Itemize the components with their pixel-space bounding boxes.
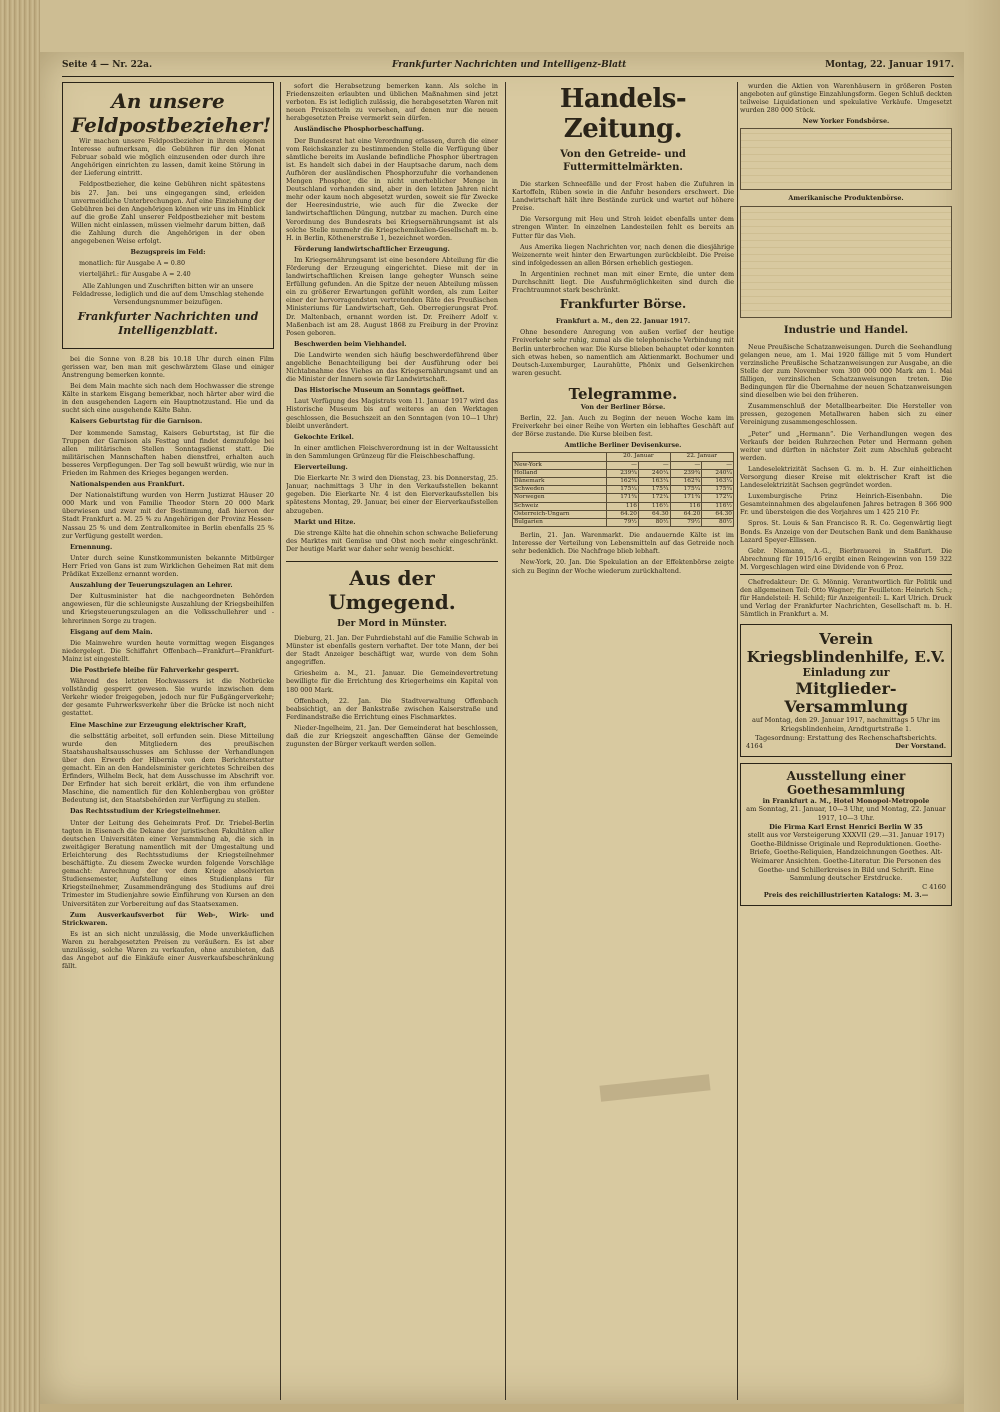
ad-number: 4164 bbox=[746, 742, 763, 751]
article-heading: Zum Ausverkaufsverbot für Web-, Wirk- und Strickwaren. bbox=[62, 910, 274, 927]
page-number: Seite 4 — Nr. 22a. bbox=[62, 60, 153, 70]
article-heading: Auszahlung der Teuerungszulagen an Lehrer. bbox=[70, 581, 233, 590]
table-cell: 171¾ bbox=[670, 494, 702, 502]
article-text: Der Nationalstiftung wurden von Herrn Justizrat Häuser 20 000 Mark und von Familie Theodor Stern 20 000 Mark überwiesen und zwar mit der Bestimmung, daß hiervon der Stadt Frankfurt a. M. 25 % zu Angehörigen der Provinz Hessen-Nassau 25 % und dem Zentralkomitee in Berlin ebenfalls 25 % zur Verfügung gestellt werden. bbox=[62, 491, 274, 540]
section-heading-umgegend: Aus der Umgegend. bbox=[286, 561, 498, 614]
notice-intro: Wir machen unsere Feldpostbezieher in ihrem eigenen Interesse aufmerksam, die Gebühren für den Monat Februar sobald wie möglich einzusenden oder durch ihre Angehörigen einrichten zu lassen, damit keine Störung in der Lieferung eintritt. bbox=[71, 137, 265, 178]
notice-title: An unsere Feldpostbezieher! bbox=[71, 89, 272, 137]
imprint: Chefredakteur: Dr. G. Mönnig. Verantwortlich für Politik und den allgemeinen Teil: Otto Wagner; für Feuilleton: Heinrich Sch.; für Handelsteil: H. Schild; für Anzeigenteil: L. Karl Ulrich. Druck und Verlag der Frankfurter Nachrichten, Gesellschaft m. b. H. Sämtlich in Frankfurt a. M. bbox=[740, 574, 952, 618]
table-cell: — bbox=[607, 461, 639, 469]
article-text: Ohne besondere Anregung von außen verlief der heutige Freiverkehr sehr ruhig, zumal als die telephonische Verbindung mit Berlin unterbrochen war. Die Kurse blieben behauptet oder konnten sich etwas heben, so namentlich am Aktienmarkt. Bochumer und Deutsch-Luxemburger, Laurahütte, Phönix und Gelsenkirchen waren gesucht. bbox=[512, 328, 734, 377]
article-text: Spros. St. Louis & San Francisco R. R. Co. Gegenwärtig liegt Bonds. Es Anzeige von der Deutschen Bank und dem Bankhause Lazard Speyer-Ellissen. bbox=[740, 519, 952, 544]
article-heading: Ernennung. bbox=[70, 542, 113, 551]
article-text: Es ist an sich nicht unzulässig, die Mode unverkäuflichen Waren zu herabgesetzten Preisen zu veräußern. Es ist aber unzulässig, solche Waren zu verkaufen, ohne anzubieten, daß das Angebot auf die Einkäufe einer Ausverkaufsbeschränkung fällt. bbox=[62, 929, 274, 971]
price-monthly: monatlich: für Ausgabe A = 0.80 bbox=[79, 259, 186, 268]
binding-edge bbox=[0, 0, 40, 1412]
dateline: Frankfurt a. M., den 22. Januar 1917. bbox=[555, 317, 691, 326]
table-cell: 163¼ bbox=[638, 477, 670, 485]
article-heading: Eierverteilung. bbox=[294, 463, 348, 472]
table-cell: 175¾ bbox=[702, 486, 734, 494]
column-4 bbox=[740, 82, 952, 1400]
table-cell: Österreich-Ungarn bbox=[513, 510, 607, 518]
table-cell: 116 bbox=[607, 502, 639, 510]
article-text: Zusammenschluß der Metallbearbeiter. Die Hersteller von pressen, gezogenen Metallwaren haben sich zu einer Vereinigung zusammengeschlossen. bbox=[740, 402, 952, 427]
table-cell: 116½ bbox=[638, 502, 670, 510]
table-cell: — bbox=[638, 461, 670, 469]
article-text: Aus Amerika liegen Nachrichten vor, nach denen die diesjährige Weizenernte weit hinter den Erwartungen zurückbleibt. Die Preise sind infolgedessen an allen Börsen erheblich gestiegen. bbox=[512, 242, 734, 267]
ad-price: Preis des reichillustrierten Katalogs: M. 3.— bbox=[763, 891, 929, 900]
table-cell: 239¾ bbox=[670, 469, 702, 477]
article-text: Die Versorgung mit Heu und Stroh leidet ebenfalls unter dem strengen Winter. In einzelnen Landesteilen fehlt es bereits an Futter für das Vieh. bbox=[512, 215, 734, 240]
article-text: Unter der Leitung des Geheimrats Prof. Dr. Triebel-Berlin tagten in Eisenach die Dekane der juristischen Fakultäten aller deutschen Universitäten einer Versammlung ab, die sich in zweitägiger Beratung namentlich mit der Umgestaltung und Erleichterung des Rechtsstudiums der Kriegsteilnehmer beschäftigte. Zu diesem Zwecke wurden folgende Vorschläge gemacht: Anrechnung der vor dem Kriege absolvierten Studiensemester, Aufstellung eines Studienplans für Kriegsteilnehmer, Zusammendrängung des Studiums auf drei Trimester im Studienjahre sowie Einführung von Kursen an den Universitäten zur Vorbereitung auf das Staatsexamen. bbox=[62, 818, 274, 908]
table-row bbox=[513, 518, 734, 526]
article-heading: Amerikanische Produktenbörse. bbox=[788, 194, 904, 203]
table-row bbox=[513, 510, 734, 518]
table-cell: 175¼ bbox=[607, 486, 639, 494]
advertisement-kriegsblindenhilfe bbox=[740, 624, 952, 756]
table-cell: 162¾ bbox=[607, 477, 639, 485]
article-heading: Von den Getreide- und Futtermittelmärkten. bbox=[560, 149, 686, 173]
table-cell: 162¾ bbox=[670, 477, 702, 485]
table-header-cell: 20. Januar bbox=[607, 453, 670, 461]
article-text: wurden die Aktien von Warenhäusern in größeren Posten angeboten auf günstige Einzahlungsform. Gegen Schluß deckten teilweise Liquidationen und spekulative Verkäufe. Umgesetzt wurden 280 000 Stück. bbox=[740, 82, 952, 115]
article-text: Unter durch seine Kunstkommunisten bekannte Mitbürger Herr Fried von Gans ist zum Wirklichen Geheimen Rat mit dem Prädikat Exzellenz ernannt worden. bbox=[62, 553, 274, 579]
table-cell: — bbox=[702, 461, 734, 469]
ad-main-heading: Mitglieder-Versammlung bbox=[784, 679, 908, 717]
ad-footer bbox=[746, 742, 946, 751]
article-subheading: Von der Berliner Börse. bbox=[580, 402, 666, 411]
column-1 bbox=[62, 82, 274, 1400]
article-heading: Beschwerden beim Viehhandel. bbox=[294, 339, 407, 348]
table-row bbox=[513, 461, 734, 469]
article-heading: Eisgang auf dem Main. bbox=[70, 627, 153, 636]
ad-agenda: Tagesordnung: Erstattung des Rechenschaftsberichts. bbox=[755, 733, 937, 742]
table-header-cell: 22. Januar bbox=[670, 453, 733, 461]
article-heading: New Yorker Fondsbörse. bbox=[802, 117, 890, 126]
article-text: die selbsttätig arbeitet, soll erfunden sein. Diese Mitteilung wurde den Mitgliedern des preußischen Staatshaushaltsausschusses am Schlusse der Verhandlungen über den Erwerb der Hibernia von dem Berichterstatter gemacht. Ein an den Handelsminister gerichtetes Schreiben des Erfinders, Wilhelm Beck, hat dem Ausschusse im Abschrift vor. Der Erfinder hat sich bereit erklärt, die von ihm erfundene Maschine, die namentlich für den Kohlenbergbau von größter Bedeutung ist, den Staatsbehörden zur Verfügung zu stellen. bbox=[62, 731, 274, 805]
table-cell: 116 bbox=[670, 502, 702, 510]
table-cell: 240¼ bbox=[702, 469, 734, 477]
table-header-cell bbox=[513, 453, 607, 461]
price-heading: Bezugspreis im Feld: bbox=[130, 248, 206, 257]
table-cell: 64.30 bbox=[638, 510, 670, 518]
article-text: Im Kriegsernährungsamt ist eine besondere Abteilung für die Förderung der Erzeugung eingerichtet. Diese mit der in landwirtschaftlichen Kreisen lange gehegter Wunsch seine Erfüllung gefunden. An die Spitze der neuen Abteilung müssen ein zu größerer Erwartungen gefühlt worden, als zum Leiter einer der hervorragendsten vertretenden Räte des Preußischen Ministeriums für Landwirtschaft, Geh. Oberregierungsrat Prof. Dr. Maltenbach, ernannt worden ist. Dr. Freiherr Adolf v. Maßenbach ist am 28. August 1868 zu Freiburg in der Provinz Posen geboren. bbox=[286, 255, 498, 337]
ad-firm: Die Firma Karl Ernst Henrici Berlin W 35 bbox=[769, 822, 923, 831]
article-heading: Frankfurter Börse. bbox=[559, 297, 687, 312]
article-text: Die Landwirte wenden sich häufig beschwerdeführend über angebliche Benachteiligung bei der Ausführung oder bei Nichtabnahme des Viehes an das Kriegsernährungsamt und an die Minister der Innern sowie für Landwirtschaft. bbox=[286, 350, 498, 384]
issue-date: Montag, 22. Januar 1917. bbox=[825, 60, 954, 70]
table-title: Amtliche Berliner Devisenkurse. bbox=[564, 441, 682, 450]
table-row bbox=[513, 502, 734, 510]
article-text: Griesheim a. M., 21. Januar. Die Gemeindevertretung bewilligte für die Errichtung des Kriegerheims ein Kapital von 180 000 Mark. bbox=[286, 669, 498, 694]
masthead: Frankfurter Nachrichten und Intelligenz-Blatt bbox=[392, 60, 627, 70]
column-2 bbox=[286, 82, 498, 1400]
article-text: Bei dem Main machte sich nach dem Hochwasser die strenge Kälte in starkem Eisgang bemerkbar, noch härter aber wird die in den ausgehenden Lagern ein Hauptnotzustand. Hie und da sucht sich eine ausgehende Kälte Bahn. bbox=[62, 382, 274, 415]
price-note: Alle Zahlungen und Zuschriften bitten wir an unsere Feldadresse, lediglich und die auf dem Umschlag stehende Versendungsnummer beizufügen. bbox=[72, 281, 264, 306]
article-heading: Der Mord in Münster. bbox=[337, 618, 447, 629]
article-heading: Nationalspenden aus Frankfurt. bbox=[70, 480, 185, 489]
article-heading: Kaisers Geburtstag für die Garnison. bbox=[70, 417, 203, 426]
table-header-row bbox=[513, 453, 734, 461]
table-cell: Schweiz bbox=[513, 502, 607, 510]
table-cell: 163¼ bbox=[702, 477, 734, 485]
table-cell: 64.30 bbox=[702, 510, 734, 518]
article-text: In Argentinien rechnet man mit einer Ernte, die unter dem Durchschnitt liegt. Die Ausfuhrmöglichkeiten sind durch die Frachtraumnot stark beschränkt. bbox=[512, 269, 734, 295]
article-text: Dieburg, 21. Jan. Der Fuhrdiebstahl auf die Familie Schwab in Münster ist ebenfalls gestern verhaftet. Der tote Mann, der bei der Stadt Anzeiger beschäftigt war, wurde von dem Sohn angegriffen. bbox=[286, 633, 498, 667]
column-rule bbox=[737, 82, 738, 1400]
section-heading-telegramme: Telegramme. bbox=[568, 384, 678, 403]
table-cell: Norwegen bbox=[513, 494, 607, 502]
table-row bbox=[513, 477, 734, 485]
section-heading-industrie: Industrie und Handel. bbox=[783, 324, 909, 336]
page-bottom-edge bbox=[40, 1404, 964, 1412]
article-text: In einer amtlichen Fleischverordnung ist in der Weltaussicht in den Sammlungen Grünzeug für die Fleischbeschaffung. bbox=[286, 443, 498, 460]
article-text: Die strenge Kälte hat die ohnehin schon schwache Belieferung des Marktes mit Gemüse und Obst noch mehr eingeschränkt. Der heutige Markt war daher sehr wenig beschickt. bbox=[286, 528, 498, 553]
column-3 bbox=[512, 82, 734, 1400]
feldpost-notice-box bbox=[62, 82, 274, 349]
article-heading: Ausländische Phosphorbeschaffung. bbox=[294, 125, 424, 134]
ad-date: auf Montag, den 29. Januar 1917, nachmittags 5 Uhr im Kriegsblindenheim, Arndtgurtstraße 1. bbox=[751, 716, 941, 734]
table-cell: 64.20 bbox=[607, 510, 639, 518]
table-row bbox=[513, 469, 734, 477]
running-header bbox=[62, 60, 954, 77]
notice-body: Feldpostbezieher, die keine Gebühren nicht spätestens bis 27. Jan. bei uns eingegangen sind, erleiden unvermeidliche Unterbrechungen. Auf eine Einziehung der Gebühren bei den Angehörigen können wir uns im Hinblick auf die große Zahl unserer Feldpostbezieher mit bestem Willen nicht einlassen, müssen vielmehr darum bitten, daß die Zahlung durch die Angehörigen in der oben angegebenen Weise erfolgt. bbox=[71, 180, 265, 246]
article-heading: Eine Maschine zur Erzeugung elektrischer Kraft, bbox=[70, 720, 247, 729]
table-cell: 175¼ bbox=[670, 486, 702, 494]
ad-dates: am Sonntag, 21. Januar, 10—3 Uhr, und Montag, 22. Januar 1917, 10—3 Uhr. bbox=[746, 805, 946, 823]
section-heading-handels-zeitung: Handels-Zeitung. bbox=[559, 84, 687, 144]
article-text: Landeselektrizität Sachsen G. m. b. H. Zur einheitlichen Versorgung dieser Kreise mit elektrischer Kraft ist die Landeselektrizität Sachsen gegründet worden. bbox=[740, 464, 952, 490]
advertisement-goethesammlung bbox=[740, 763, 952, 906]
article-text: Der kommende Samstag, Kaisers Geburtstag, ist für die Truppen der Garnison als Festtag und findet demzufolge bei allen militärischen Stellen Sonntagsdienst statt. Die militärischen Mannschaften haben dienstfrei, erhalten auch besseres Verpflegungen. Der Tag soll bewußt würdig, wie nur in Frieden im Rahmen des Krieges begangen werden. bbox=[62, 428, 274, 477]
table-cell: Holland bbox=[513, 469, 607, 477]
price-quarterly: vierteljährl.: für Ausgabe A = 2.40 bbox=[79, 270, 191, 279]
table-cell: Dänemark bbox=[513, 477, 607, 485]
article-text: sofort die Herabsetzung bemerken kann. Als solche in Friedenszeiten erlaubten und üblichen Maßnahmen sind jetzt verboten. Es ist lediglich zulässig, die herabgesetzten Waren mit neuen Preiszetteln zu versehen, auf denen nur die neuen herabgesetzten Preise vermerkt sein dürfen. bbox=[286, 82, 498, 123]
ad-number: C 4160 bbox=[922, 882, 946, 891]
article-text: Luxemburgische Prinz Heinrich-Eisenbahn. Die Gesamteinnahmen des abgelaufenen Jahres betragen 8 366 900 Fr. und übersteigen die des Vorjahres um 1 425 210 Fr. bbox=[740, 492, 952, 517]
article-heading: Gekochte Erikel. bbox=[294, 432, 354, 441]
table-cell: 171¾ bbox=[607, 494, 639, 502]
article-text: „Peter“ und „Hermann“. Die Verhandlungen wegen des Verkaufs der beiden Ruhrzechen Peter und Hermann gehen weiter und dürften in nächster Zeit zum Abschluß gebracht werden. bbox=[740, 429, 952, 462]
article-text: Die starken Schneefälle und der Frost haben die Zufuhren in Kartoffeln, Rüben sowie in die Anfuhr besonders erschwert. Die Landwirtschaft hält ihre Bestände zurück und wartet auf höhere Preise. bbox=[512, 180, 734, 213]
table-cell: 64.20 bbox=[670, 510, 702, 518]
stock-quotes-table bbox=[740, 128, 952, 190]
table-cell: — bbox=[670, 461, 702, 469]
article-text: Berlin, 22. Jan. Auch zu Beginn der neuen Woche kam im Freiverkehr bei einer Reihe von Werten ein lebhaftes Geschäft auf der Börse zustande. Die Kurse bleiben fest. bbox=[512, 413, 734, 439]
article-text: Während des letzten Hochwassers ist die Notbrücke vollständig gesperrt gewesen. Sie wurde inzwischen dem Verkehr wieder freigegeben, jedoch nur für Fußgängerverkehr; der gesamte Fuhrwerksverkehr über die Brücke ist noch nicht gestattet. bbox=[62, 677, 274, 718]
article-text: Nieder-Ingelheim, 21. Jan. Der Gemeinderat hat beschlossen, daß die zur Kriegszeit angeschafften Gänse der Gemeinde zugunsten der Bürger verkauft werden sollen. bbox=[286, 723, 498, 749]
table-cell: 175¾ bbox=[638, 486, 670, 494]
article-text: Der Bundesrat hat eine Verordnung erlassen, durch die einer vom Reichskanzler zu bestimmenden Stelle die Verfügung über sämtliche bereits im Auslande befindliche Phosphor übertragen ist. Es handelt sich dabei in der Hauptsache darum, nach dem Aufhören der ausländischen Phosphorzufuhr die vorhandenen Mengen Phosphor, die in nicht unerheblicher Menge in Deutschland vorhanden sind, aber in den letzten Jahren nicht mehr oder kaum noch abgesetzt wurden, soweit sie für Zwecke der Heeresindustrie, wie auch für die Zwecke der landwirtschaftlichen Düngung, nutzbar zu machen. Durch eine Verordnung des Bundesrats bei Kriegsernährungsamt ist als solche Stelle nunmehr die Kriegschemikalien-Gesellschaft m. b. H. in Berlin, Köthenerstraße 1, bezeichnet worden. bbox=[286, 136, 498, 242]
article-text: Die Mainwehre wurden heute vormittag wegen Eisganges niedergelegt. Die Schiffahrt Offenbach—Frankfurt—Frankfurt-Mainz ist eingestellt. bbox=[62, 638, 274, 663]
devisen-table bbox=[512, 452, 734, 527]
article-text: Offenbach, 22. Jan. Die Stadtverwaltung Offenbach beabsichtigt, an der Bankstraße zwischen Kaiserstraße und Ferdinandstraße die Errichtung eines Fischmarktes. bbox=[286, 696, 498, 721]
table-cell: 80½ bbox=[638, 518, 670, 526]
column-rule bbox=[505, 82, 506, 1400]
ad-subtitle: Einladung zur bbox=[802, 666, 890, 680]
table-cell: 239¾ bbox=[607, 469, 639, 477]
article-text: bei die Sonne von 8.28 bis 10.18 Uhr durch einen Film gerissen war, ben man mit geschwärztem Glase und einiger Anstrengung bemerken konnte. bbox=[62, 354, 274, 379]
table-cell: 172¼ bbox=[638, 494, 670, 502]
ad-title: Verein Kriegsblindenhilfe, E.V. bbox=[746, 630, 946, 667]
article-heading: Förderung landwirtschaftlicher Erzeugung. bbox=[294, 244, 450, 253]
table-cell: 240¼ bbox=[638, 469, 670, 477]
table-cell: Schweden bbox=[513, 486, 607, 494]
article-text: Berlin, 21. Jan. Warenmarkt. Die andauernde Kälte ist im Interesse der Verteilung von Lebensmitteln auf das Getreide noch sehr bedenklich. Die Nachfrage blieb lebhaft. bbox=[512, 531, 734, 556]
notice-signature: Frankfurter Nachrichten und Intelligenzblatt. bbox=[77, 309, 259, 337]
article-heading: Das Historische Museum an Sonntags geöffnet. bbox=[294, 386, 465, 395]
table-cell: 172¼ bbox=[702, 494, 734, 502]
article-text: Gebr. Niemann, A.-G., Bierbrauerei in Staßfurt. Die Abrechnung für 1915/16 ergibt einen Reingewinn von 159 322 M. Vorgeschlagen wird eine Dividende von 6 Proz. bbox=[740, 546, 952, 571]
ad-signature: Der Vorstand. bbox=[895, 742, 946, 751]
article-heading: Die Postbriefe bleibe für Fahrverkehr gesperrt. bbox=[70, 665, 240, 674]
table-row bbox=[513, 494, 734, 502]
table-cell: 80½ bbox=[702, 518, 734, 526]
article-text: Der Kultusminister hat die nachgeordneten Behörden angewiesen, für die schleunigste Auszahlung der Kriegsbeihilfen und Kriegsteuerungszulagen an die Volksschullehrer und -lehrerinnen Sorge zu tragen. bbox=[62, 592, 274, 625]
article-text: Neue Preußische Schatzanweisungen. Durch die Seehandlung gelangen neue, am 1. Mai 1920 fällige mit 5 vom Hundert verzinsliche Preußische Schatzanweisungen zur Ausgabe, an die Stelle der zum November vom 300 000 000 Mark am 1. Mai fälligen, verzinslichen Schatzanweisungen treten. Die Bedingungen für die Übernahme der neuen Schatzanweisungen sind dieselben wie bei den früheren. bbox=[740, 342, 952, 400]
right-edge bbox=[964, 0, 1000, 1412]
table-cell: New-York bbox=[513, 461, 607, 469]
table-row bbox=[513, 486, 734, 494]
ad-place: in Frankfurt a. M., Hotel Monopol-Metropole bbox=[762, 796, 930, 805]
article-text: Laut Verfügung des Magistrats vom 11. Januar 1917 wird das Historische Museum bis auf weiteres an den Werktagen geschlossen, die Besuchszeit an den Sonntagen (von 10—1 Uhr) bleibt unverändert. bbox=[286, 397, 498, 430]
table-cell: 79½ bbox=[607, 518, 639, 526]
column-rule bbox=[280, 82, 281, 1400]
article-text: Die Eierkarte Nr. 3 wird den Dienstag, 23. bis Donnerstag, 25. Januar, nachmittags 3 Uhr in den Verkaufsstellen bekannt gegeben. Die Eierkarte Nr. 4 ist den Eierverkaufsstellen bis spätestens Montag, 29. Januar, bei einer der Eierverkaufsstellen abzugeben. bbox=[286, 474, 498, 515]
produce-quotes-table bbox=[740, 206, 952, 318]
article-heading: Das Rechtsstudium der Kriegsteilnehmer. bbox=[70, 807, 221, 816]
table-cell: 116½ bbox=[702, 502, 734, 510]
article-text: New-York, 20. Jan. Die Spekulation an der Effektenbörse zeigte sich zu Beginn der Woche wiederum zurückhaltend. bbox=[512, 558, 734, 575]
ad-title: Ausstellung einer Goethesammlung bbox=[786, 768, 906, 797]
table-cell: 79½ bbox=[670, 518, 702, 526]
table-cell: Bulgarien bbox=[513, 518, 607, 526]
ad-description: stellt aus vor Versteigerung XXXVII (29.—31. Januar 1917) Goethe-Bildnisse Originale und Reproduktionen. Goethe-Briefe, Goethe-Reliquien, Handzeichnungen Goethes. Alt-Weimarer Ansichten. Goethe-Literatur. Die Personen des Goethe- und Schillerkreises in Bild und Schrift. Eine Sammlung deutscher Erstdrucke. bbox=[747, 831, 945, 883]
article-heading: Markt und Hitze. bbox=[294, 517, 356, 526]
